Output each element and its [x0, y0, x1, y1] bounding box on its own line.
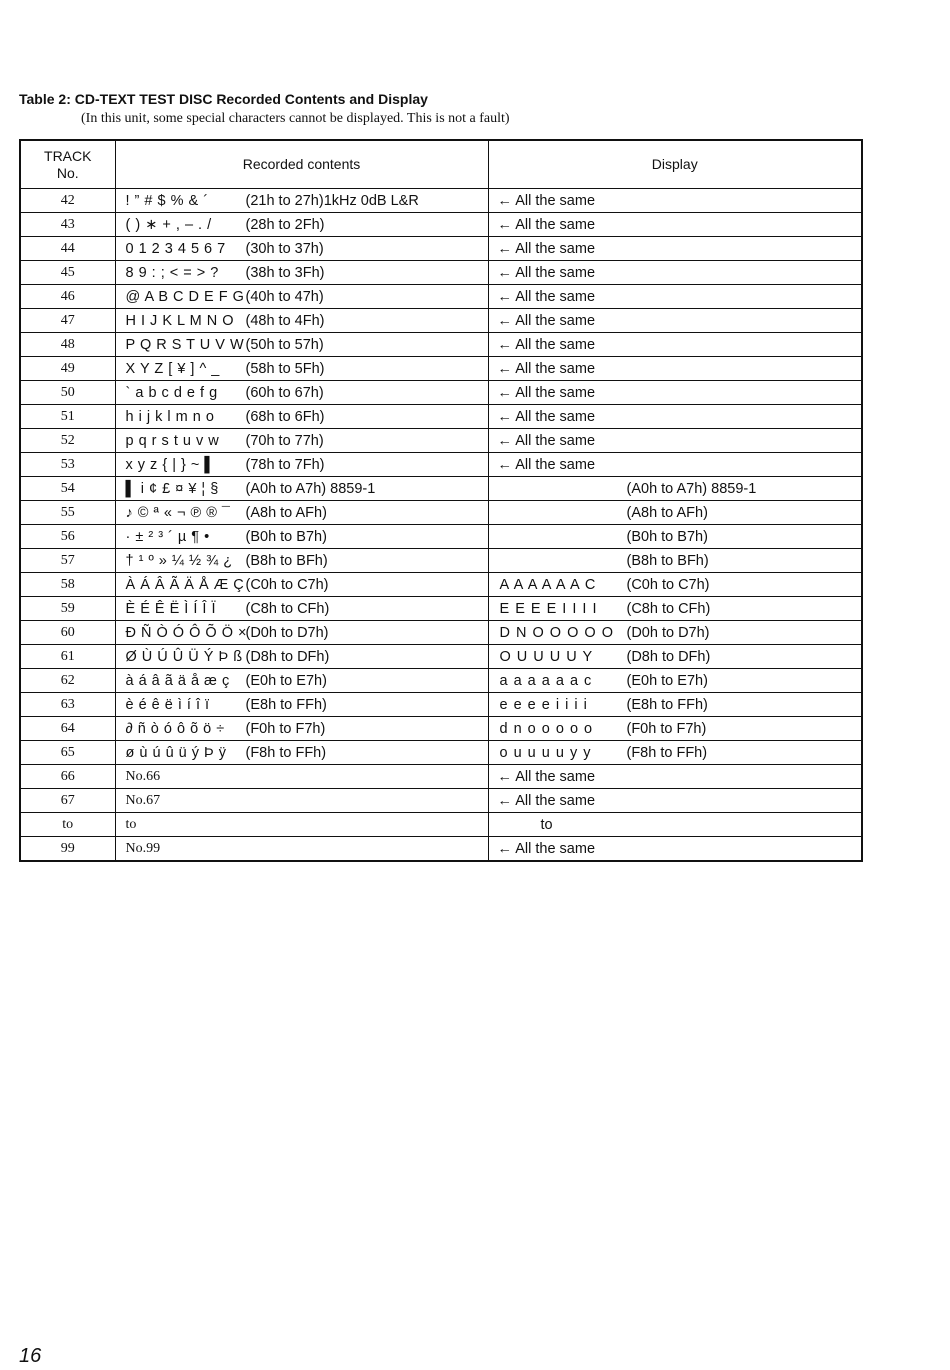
- recorded-text: to: [125, 817, 137, 832]
- recorded-characters: 0 1 2 3 4 5 6 7: [125, 240, 226, 257]
- track-number: 60: [20, 621, 115, 645]
- recorded-contents: [115, 501, 488, 525]
- display-contents: [488, 453, 862, 477]
- display-all-same: ← All the same: [497, 192, 596, 209]
- display-code-range: (F8h to FFh): [626, 744, 708, 761]
- display-code-range: (D8h to DFh): [626, 648, 711, 665]
- table-row: [20, 669, 862, 693]
- display-all-same: ← All the same: [497, 456, 596, 473]
- track-number: 53: [20, 453, 115, 477]
- recorded-code-range: (B8h to BFh): [245, 552, 328, 569]
- display-contents: [488, 645, 862, 669]
- display-contents: [488, 213, 862, 237]
- table-row: [20, 741, 862, 765]
- recorded-code-range: (E0h to E7h): [245, 672, 327, 689]
- display-contents: [488, 333, 862, 357]
- recorded-characters: h i j k l m n o: [125, 408, 215, 425]
- recorded-contents: [115, 645, 488, 669]
- table-subtitle: (In this unit, some special characters cannot be displayed. This is not a fault): [81, 111, 510, 126]
- recorded-contents: [115, 669, 488, 693]
- display-contents: [488, 501, 862, 525]
- table-row: [20, 405, 862, 429]
- display-characters: o u u u u y y: [499, 744, 592, 761]
- recorded-text: No.67: [125, 793, 161, 808]
- track-number: 57: [20, 549, 115, 573]
- recorded-code-range: (78h to 7Fh): [245, 456, 325, 473]
- table-header-row: [20, 140, 862, 189]
- display-contents: [488, 405, 862, 429]
- track-number: 61: [20, 645, 115, 669]
- recorded-contents: [115, 813, 488, 837]
- track-number: 49: [20, 357, 115, 381]
- display-contents: [488, 309, 862, 333]
- recorded-characters: ` a b c d e f g: [125, 384, 218, 401]
- recorded-contents: [115, 309, 488, 333]
- recorded-characters: ( ) ∗ + , – . /: [125, 216, 212, 233]
- display-contents: [488, 813, 862, 837]
- recorded-code-range: (28h to 2Fh): [245, 216, 325, 233]
- recorded-code-range: (D0h to D7h): [245, 624, 329, 641]
- display-code-range: (F0h to F7h): [626, 720, 707, 737]
- header-display: Display: [488, 140, 862, 189]
- table-row: [20, 189, 862, 213]
- table-row: [20, 525, 862, 549]
- recorded-characters: Ø Ù Ú Û Ü Ý Þ ß: [125, 648, 243, 665]
- recorded-contents: [115, 405, 488, 429]
- recorded-code-range: (D8h to DFh): [245, 648, 330, 665]
- table-row: [20, 285, 862, 309]
- track-number: 43: [20, 213, 115, 237]
- table-row: [20, 549, 862, 573]
- recorded-contents: [115, 693, 488, 717]
- display-characters: A A A A A A C: [499, 576, 597, 593]
- display-contents: [488, 693, 862, 717]
- display-contents: [488, 237, 862, 261]
- table-row: [20, 453, 862, 477]
- recorded-characters: ∂ ñ ò ó ô õ ö ÷: [125, 720, 225, 737]
- display-all-same: ← All the same: [497, 384, 596, 401]
- recorded-code-range: (C8h to CFh): [245, 600, 330, 617]
- track-number: 58: [20, 573, 115, 597]
- track-number: 99: [20, 837, 115, 862]
- display-all-same: ← All the same: [497, 360, 596, 377]
- recorded-characters: @ A B C D E F G: [125, 288, 245, 305]
- display-all-same: ← All the same: [497, 792, 596, 809]
- header-track: [20, 140, 115, 189]
- display-contents: [488, 669, 862, 693]
- recorded-code-range: (F8h to FFh): [245, 744, 327, 761]
- display-contents: [488, 765, 862, 789]
- track-number: 52: [20, 429, 115, 453]
- display-characters: D N O O O O O: [499, 624, 615, 641]
- track-number: 50: [20, 381, 115, 405]
- recorded-contents: [115, 549, 488, 573]
- recorded-code-range: (21h to 27h)1kHz 0dB L&R: [245, 192, 419, 209]
- table-row: [20, 765, 862, 789]
- table-row: [20, 597, 862, 621]
- track-number: 54: [20, 477, 115, 501]
- recorded-characters: 8 9 : ; < = > ?: [125, 264, 219, 281]
- recorded-contents: [115, 333, 488, 357]
- recorded-contents: [115, 597, 488, 621]
- track-number: to: [20, 813, 115, 837]
- track-number: 64: [20, 717, 115, 741]
- track-number: 56: [20, 525, 115, 549]
- track-number: 62: [20, 669, 115, 693]
- display-code-range: (A0h to A7h) 8859-1: [626, 480, 757, 497]
- page-number: 16: [19, 1345, 42, 1367]
- recorded-code-range: (38h to 3Fh): [245, 264, 325, 281]
- recorded-code-range: (A0h to A7h) 8859-1: [245, 480, 376, 497]
- recorded-characters: È É Ê Ë Ì Í Î Ï: [125, 600, 216, 617]
- track-number: 67: [20, 789, 115, 813]
- display-contents: [488, 549, 862, 573]
- display-to: to: [540, 816, 553, 833]
- display-code-range: (B8h to BFh): [626, 552, 709, 569]
- display-contents: [488, 285, 862, 309]
- display-characters: O U U U U Y: [499, 648, 594, 665]
- recorded-code-range: (60h to 67h): [245, 384, 324, 401]
- recorded-code-range: (70h to 77h): [245, 432, 324, 449]
- table-row: [20, 501, 862, 525]
- recorded-characters: À Á Â Ã Ä Å Æ Ç: [125, 576, 245, 593]
- recorded-characters: H I J K L M N O: [125, 312, 234, 329]
- recorded-characters: · ± ² ³ ´ µ ¶ •: [125, 528, 210, 545]
- recorded-contents: [115, 381, 488, 405]
- display-code-range: (C0h to C7h): [626, 576, 710, 593]
- display-characters: E E E E I I I I: [499, 600, 598, 617]
- display-all-same: ← All the same: [497, 264, 596, 281]
- display-contents: [488, 789, 862, 813]
- display-contents: [488, 261, 862, 285]
- display-characters: e e e e i i i i: [499, 696, 588, 713]
- recorded-contents: [115, 789, 488, 813]
- table-row: [20, 309, 862, 333]
- recorded-code-range: (F0h to F7h): [245, 720, 326, 737]
- display-contents: [488, 597, 862, 621]
- recorded-characters: † ¹ º » ¼ ½ ¾ ¿: [125, 552, 233, 569]
- recorded-contents: [115, 429, 488, 453]
- track-number: 63: [20, 693, 115, 717]
- track-number: 48: [20, 333, 115, 357]
- table-row: [20, 333, 862, 357]
- display-all-same: ← All the same: [497, 216, 596, 233]
- recorded-code-range: (B0h to B7h): [245, 528, 327, 545]
- display-characters: d n o o o o o: [499, 720, 594, 737]
- display-contents: [488, 381, 862, 405]
- track-number: 51: [20, 405, 115, 429]
- display-characters: a a a a a a c: [499, 672, 593, 689]
- recorded-code-range: (E8h to FFh): [245, 696, 327, 713]
- recorded-characters: Ð Ñ Ò Ó Ô Õ Ö ×: [125, 624, 248, 641]
- recorded-contents: [115, 765, 488, 789]
- track-number: 46: [20, 285, 115, 309]
- table-row: [20, 573, 862, 597]
- display-contents: [488, 717, 862, 741]
- recorded-contents: [115, 717, 488, 741]
- display-all-same: ← All the same: [497, 312, 596, 329]
- display-all-same: ← All the same: [497, 840, 596, 857]
- recorded-characters: ▌ i ¢ £ ¤ ¥ ¦ §: [125, 480, 219, 497]
- display-all-same: ← All the same: [497, 432, 596, 449]
- track-number: 55: [20, 501, 115, 525]
- display-contents: [488, 621, 862, 645]
- header-track-line1: TRACK: [44, 147, 92, 164]
- recorded-characters: p q r s t u v w: [125, 432, 220, 449]
- display-all-same: ← All the same: [497, 408, 596, 425]
- table-row: [20, 477, 862, 501]
- recorded-text: No.99: [125, 841, 161, 856]
- recorded-code-range: (58h to 5Fh): [245, 360, 325, 377]
- recorded-characters: ! ” # $ % & ´: [125, 192, 209, 209]
- recorded-code-range: (40h to 47h): [245, 288, 324, 305]
- header-recorded: Recorded contents: [115, 140, 488, 189]
- recorded-contents: [115, 189, 488, 213]
- table-row: [20, 237, 862, 261]
- recorded-contents: [115, 621, 488, 645]
- display-all-same: ← All the same: [497, 240, 596, 257]
- track-number: 65: [20, 741, 115, 765]
- display-contents: [488, 189, 862, 213]
- recorded-contents: [115, 837, 488, 862]
- track-number: 59: [20, 597, 115, 621]
- display-all-same: ← All the same: [497, 768, 596, 785]
- recorded-contents: [115, 741, 488, 765]
- recorded-contents: [115, 477, 488, 501]
- recorded-contents: [115, 213, 488, 237]
- recorded-contents: [115, 261, 488, 285]
- recorded-characters: x y z { | } ~ ▌: [125, 456, 216, 473]
- recorded-contents: [115, 453, 488, 477]
- recorded-characters: P Q R S T U V W: [125, 336, 245, 353]
- recorded-characters: ø ù ú û ü ý Þ ÿ: [125, 744, 227, 761]
- recorded-contents: [115, 573, 488, 597]
- recorded-characters: X Y Z [ ¥ ] ^ _: [125, 360, 220, 377]
- display-contents: [488, 837, 862, 862]
- header-track-line2: No.: [56, 164, 79, 181]
- display-contents: [488, 741, 862, 765]
- recorded-code-range: (50h to 57h): [245, 336, 324, 353]
- recorded-contents: [115, 357, 488, 381]
- recorded-characters: à á â ã ä å æ ç: [125, 672, 230, 689]
- recorded-code-range: (A8h to AFh): [245, 504, 327, 521]
- table-row: [20, 645, 862, 669]
- display-code-range: (A8h to AFh): [626, 504, 708, 521]
- display-contents: [488, 573, 862, 597]
- table-row: [20, 693, 862, 717]
- recorded-contents: [115, 525, 488, 549]
- table-row: [20, 213, 862, 237]
- display-contents: [488, 525, 862, 549]
- display-contents: [488, 429, 862, 453]
- display-code-range: (D0h to D7h): [626, 624, 710, 641]
- display-code-range: (B0h to B7h): [626, 528, 708, 545]
- recorded-code-range: (48h to 4Fh): [245, 312, 325, 329]
- table-row: [20, 381, 862, 405]
- display-contents: [488, 477, 862, 501]
- table-row: [20, 261, 862, 285]
- table-row: [20, 621, 862, 645]
- display-all-same: ← All the same: [497, 288, 596, 305]
- table-row: [20, 789, 862, 813]
- recorded-characters: è é ê ë ì í î ï: [125, 696, 210, 713]
- display-code-range: (E8h to FFh): [626, 696, 708, 713]
- track-number: 66: [20, 765, 115, 789]
- track-number: 44: [20, 237, 115, 261]
- table-row: [20, 717, 862, 741]
- track-number: 45: [20, 261, 115, 285]
- track-number: 42: [20, 189, 115, 213]
- recorded-contents: [115, 237, 488, 261]
- display-all-same: ← All the same: [497, 336, 596, 353]
- recorded-contents: [115, 285, 488, 309]
- recorded-text: No.66: [125, 769, 161, 784]
- table-row: [20, 429, 862, 453]
- table-title: Table 2: CD-TEXT TEST DISC Recorded Contents and Display: [19, 91, 428, 107]
- cd-text-table: [19, 139, 863, 862]
- recorded-code-range: (30h to 37h): [245, 240, 324, 257]
- table-row: [20, 813, 862, 837]
- display-code-range: (C8h to CFh): [626, 600, 711, 617]
- table-row: [20, 837, 862, 862]
- table-row: [20, 357, 862, 381]
- display-contents: [488, 357, 862, 381]
- recorded-characters: ♪ © ª « ¬ ℗ ® ¯: [125, 504, 231, 521]
- recorded-code-range: (68h to 6Fh): [245, 408, 325, 425]
- track-number: 47: [20, 309, 115, 333]
- recorded-code-range: (C0h to C7h): [245, 576, 329, 593]
- display-code-range: (E0h to E7h): [626, 672, 708, 689]
